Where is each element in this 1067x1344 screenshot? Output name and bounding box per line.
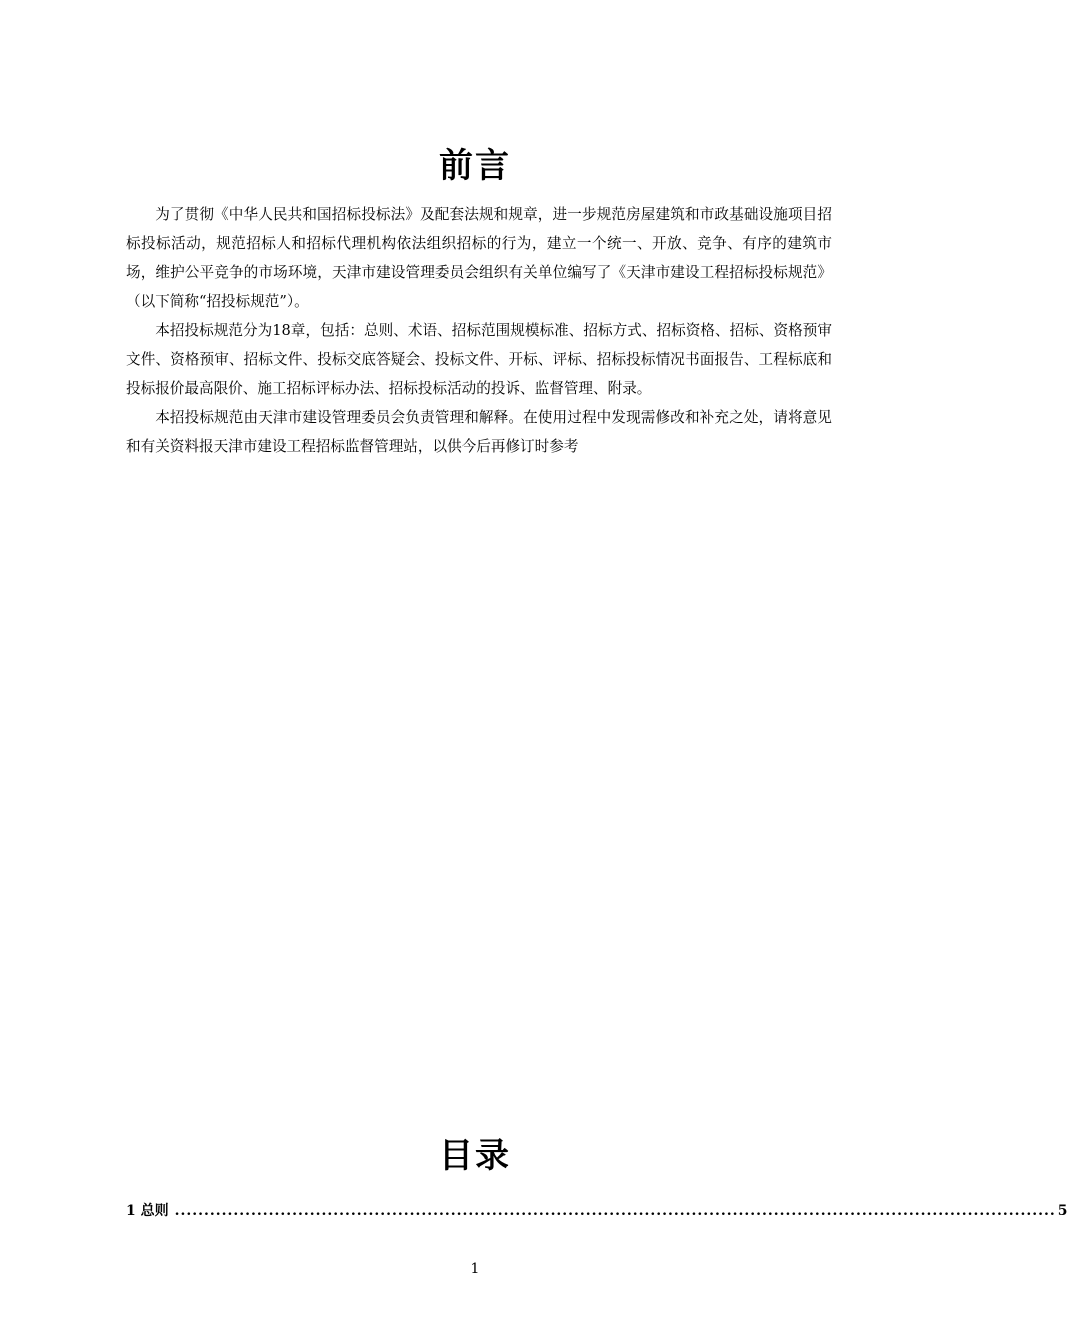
toc-entry-leader-dots: ...................................................................................................................................................... bbox=[174, 1203, 1056, 1219]
toc-entry-page: 5 bbox=[1057, 1203, 1067, 1219]
preface-paragraph-2: 本招投标规范分为18章，包括：总则、术语、招标范围规模标准、招标方式、招标资格、招标、资格预审文件、资格预审、招标文件、投标交底答疑会、投标文件、开标、评标、招标投标情况书面报告、工程标底和投标报价最高限价、施工招标评标办法、招标投标活动的投诉、监督管理、附录。 bbox=[126, 322, 832, 397]
preface-paragraph-1: 为了贯彻《中华人民共和国招标投标法》及配套法规和规章，进一步规范房屋建筑和市政基础设施项目招标投标活动，规范招标人和招标代理机构依法组织招标的行为，建立一个统一、开放、竞争、有序的建筑市场，维护公平竞争的市场环境，天津市建设管理委员会组织有关单位编写了《天津市建设工程招标投标规范》（以下简称“招投标规范”）。 bbox=[126, 206, 832, 310]
preface-body bbox=[126, 200, 832, 461]
toc-title: 目录 bbox=[439, 1136, 511, 1176]
toc-entry-general-provisions[interactable] bbox=[126, 1200, 1067, 1220]
toc-entry-label: 1 总则 bbox=[126, 1203, 169, 1219]
page-number: 1 bbox=[470, 1261, 480, 1277]
preface-title: 前言 bbox=[439, 146, 511, 186]
preface-paragraph-3: 本招投标规范由天津市建设管理委员会负责管理和解释。在使用过程中发现需修改和补充之处，请将意见和有关资料报天津市建设工程招标监督管理站，以供今后再修订时参考 bbox=[126, 409, 832, 455]
